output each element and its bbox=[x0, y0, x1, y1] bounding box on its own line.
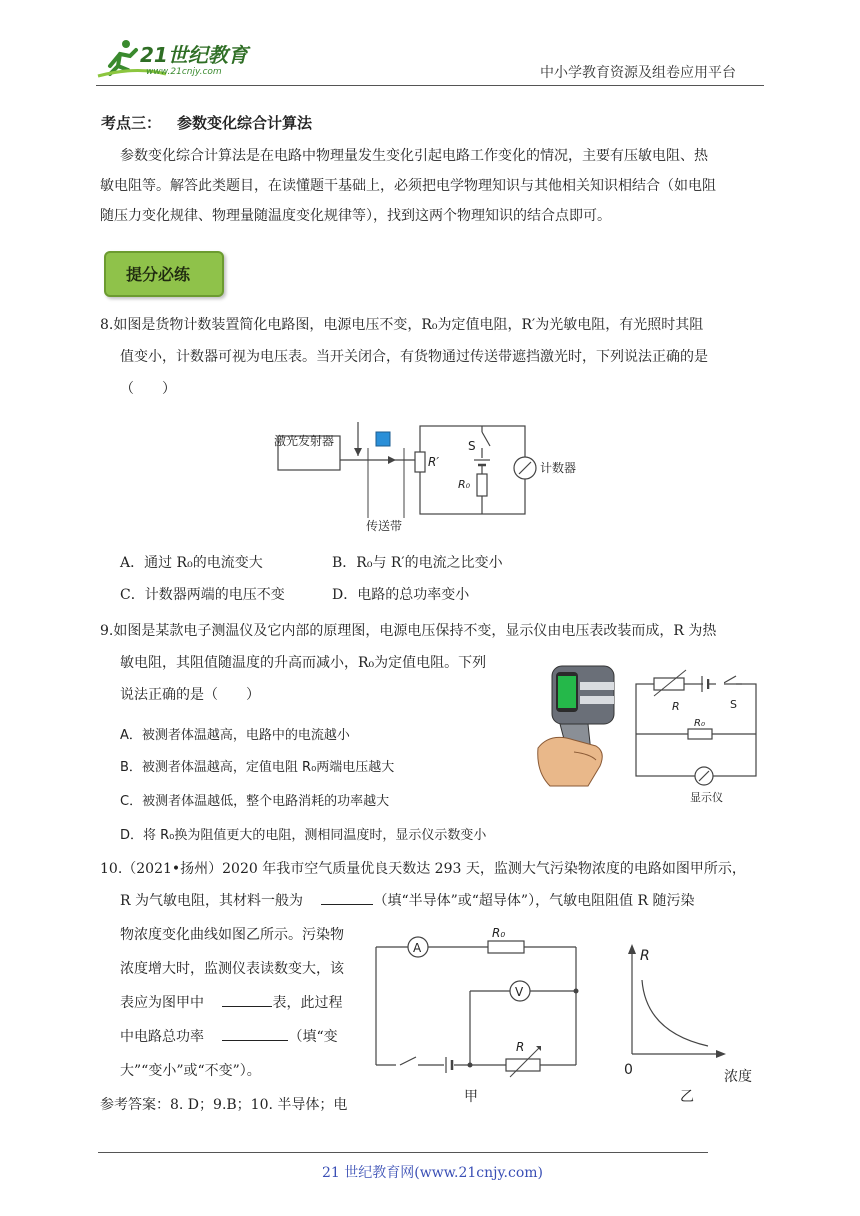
practice-badge bbox=[104, 251, 224, 297]
q9-line: 9.如图是某款电子测温仪及它内部的原理图，电源电压保持不变，显示仪由电压表改装而成，R 为热 bbox=[100, 623, 717, 639]
r0-resistor bbox=[488, 941, 524, 953]
q10-line6-b: （填“变 bbox=[288, 1029, 338, 1045]
intro-paragraph bbox=[100, 141, 764, 231]
q10-line5-b: 表，此过程 bbox=[272, 995, 343, 1011]
q10-line bbox=[120, 994, 342, 1012]
answer-blank bbox=[321, 904, 373, 905]
yi-caption: 乙 bbox=[680, 1089, 694, 1105]
section-title-prefix: 考点三： bbox=[101, 114, 162, 132]
gas-sensor-r bbox=[506, 1059, 540, 1071]
logo-text: 21世纪教育 bbox=[140, 43, 248, 67]
q9-option-c: C．被测者体温越低，整个电路消耗的功率越大 bbox=[120, 794, 390, 809]
q10-graph-yi bbox=[612, 940, 772, 1110]
q8-line: （ ） bbox=[120, 381, 176, 397]
r0-label: R₀ bbox=[694, 718, 705, 729]
ammeter-label: A bbox=[413, 941, 422, 955]
q10-line: 10.（2021•扬州）2020 年我市空气质量优良天数达 293 天，监测大气污染物浓度的电路如图甲所示， bbox=[100, 861, 746, 877]
q8-circuit-diagram bbox=[270, 418, 590, 538]
resistance-curve bbox=[642, 980, 708, 1046]
section-title bbox=[101, 112, 312, 133]
q10-line5-a: 表应为图甲中 bbox=[120, 995, 204, 1011]
q10-line bbox=[120, 1028, 338, 1046]
q10-line: 大”“变小”或“不变”）。 bbox=[120, 1063, 261, 1079]
r0-label: R₀ bbox=[458, 478, 471, 491]
r-prime-resistor bbox=[415, 452, 425, 472]
q10-line6-a: 中电路总功率 bbox=[120, 1029, 204, 1045]
q8-option-b: B．R₀与 R′的电流之比变小 bbox=[332, 555, 503, 571]
section-title-text: 参数变化综合计算法 bbox=[177, 114, 313, 132]
q10-line2-b: （填“半导体”或“超导体”），气敏电阻阻值 R 随污染 bbox=[373, 893, 695, 909]
answer-blank bbox=[222, 1006, 272, 1007]
intro-line: 参数变化综合计算法是在电路中物理量发生变化引起电路工作变化的情况，主要有压敏电阻、热 bbox=[120, 148, 708, 164]
answer-blank bbox=[222, 1040, 288, 1041]
q10-circuit-jia bbox=[370, 925, 590, 1110]
logo-url: www.21cnjy.com bbox=[146, 67, 222, 77]
q10-line: 浓度增大时，监测仪表读数变大，该 bbox=[120, 961, 344, 977]
q8-line: 值变小，计数器可视为电压表。当开关闭合，有货物通过传送带遮挡激光时，下列说法正确的是 bbox=[120, 349, 708, 365]
r-label: R bbox=[516, 1040, 525, 1054]
platform-name: 中小学教育资源及组卷应用平台 bbox=[540, 65, 736, 81]
intro-line: 敏电阻等。解答此类题目，在读懂题干基础上，必须把电学物理知识与其他相关知识相结合（如电阻 bbox=[100, 178, 716, 194]
cargo-box-icon bbox=[376, 432, 390, 446]
q8-option-d: D．电路的总功率变小 bbox=[332, 587, 470, 603]
jia-caption: 甲 bbox=[464, 1089, 478, 1105]
q9-line: 敏电阻，其阻值随温度的升高而减小，R₀为定值电阻。下列 bbox=[120, 655, 487, 671]
r0-label: R₀ bbox=[492, 926, 506, 940]
hand-icon bbox=[538, 737, 603, 786]
switch-label: S bbox=[468, 439, 476, 453]
answer-key: 参考答案：8. D；9.B；10. 半导体；电 bbox=[100, 1097, 348, 1113]
thermometer-gun-image bbox=[530, 662, 630, 792]
badge-label: 提分必练 bbox=[126, 265, 191, 284]
intro-line: 随压力变化规律、物理量随温度变化规律等），找到这两个物理知识的结合点即可。 bbox=[100, 208, 611, 224]
q8-option-a: A．通过 R₀的电流变大 bbox=[120, 555, 263, 571]
switch-label: S bbox=[730, 698, 737, 711]
q8-line: 8.如图是货物计数装置简化电路图，电源电压不变，R₀为定值电阻，R′为光敏电阻，有光照时其阻 bbox=[100, 317, 704, 333]
footer-divider bbox=[98, 1152, 708, 1153]
q9-circuit-diagram bbox=[630, 662, 766, 806]
q9-line: 说法正确的是（ ） bbox=[120, 687, 260, 703]
y-axis-label: R bbox=[640, 948, 650, 964]
belt-label: 传送带 bbox=[366, 519, 403, 533]
site-logo bbox=[96, 36, 256, 80]
laser-label: 激光发射器 bbox=[274, 434, 335, 448]
q10-line bbox=[120, 892, 695, 910]
x-axis-label: 浓度 bbox=[724, 1069, 752, 1085]
header-divider bbox=[96, 85, 764, 86]
r0-resistor bbox=[688, 729, 712, 739]
q9-option-d: D．将 R₀换为阻值更大的电阻，测相同温度时，显示仪示数变小 bbox=[120, 828, 487, 843]
q9-option-b: B．被测者体温越高，定值电阻 R₀两端电压越大 bbox=[120, 760, 395, 775]
origin-label: 0 bbox=[624, 1062, 633, 1078]
voltmeter-label: V bbox=[515, 985, 524, 999]
display-label: 显示仪 bbox=[690, 791, 723, 804]
r-label: R bbox=[672, 700, 680, 713]
footer-link[interactable]: 21 世纪教育网(www.21cnjy.com) bbox=[322, 1165, 543, 1181]
r0-resistor bbox=[477, 474, 487, 496]
r-prime-label: R′ bbox=[428, 455, 440, 469]
q9-option-a: A．被测者体温越高，电路中的电流越小 bbox=[120, 728, 350, 743]
q10-line2-a: R 为气敏电阻，其材料一般为 bbox=[120, 893, 303, 909]
q10-line: 物浓度变化曲线如图乙所示。污染物 bbox=[120, 927, 344, 943]
counter-label: 计数器 bbox=[540, 461, 577, 475]
q8-option-c: C．计数器两端的电压不变 bbox=[120, 587, 285, 603]
